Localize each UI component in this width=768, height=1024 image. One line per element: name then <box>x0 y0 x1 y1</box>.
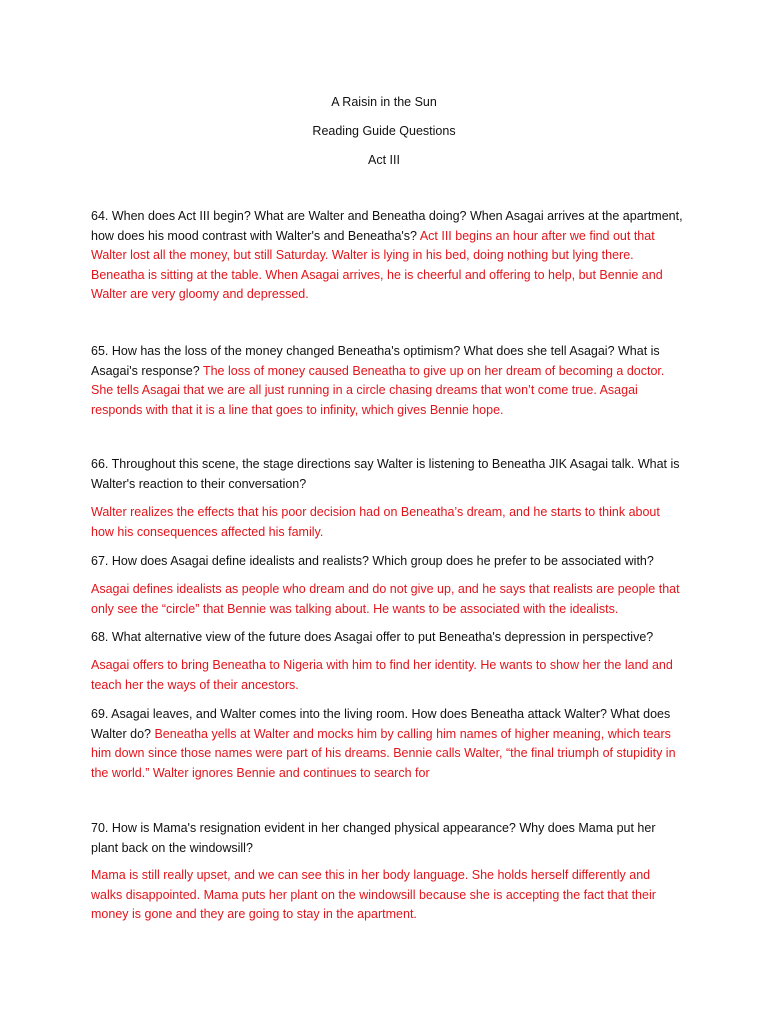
document-title: A Raisin in the Sun <box>331 95 437 109</box>
answer-text: The loss of money caused Beneatha to give up on her dream of becoming a doctor. She tells Asagai that we are all just running in a circle chasing dreams that won’t come true. Asagai responds with that it is a line that goes to infinity, which gives Bennie hope. <box>91 363 665 417</box>
document-act-label: Act III <box>368 153 400 167</box>
question-text: 69. Asagai leaves, and Walter comes into the living room. How does Beneatha attack Walter? What does Walter do? <box>91 707 671 741</box>
qa-question-70: 70. How is Mama's resignation evident in her changed physical appearance? Why does Mama put her plant back on the windowsill? <box>91 821 656 855</box>
qa-item-64 <box>91 207 683 305</box>
answer-text: Act III begins an hour after we find out that Walter lost all the money, but still Saturday. Walter is lying in his bed, doing nothing but lying there. Beneatha is sitting at the table. When Asagai arrives, he is cheerful and offering to help, but Bennie and Walter are very gloomy and depressed. <box>91 228 663 301</box>
qa-answer-68: Asagai offers to bring Beneatha to Nigeria with him to find her identity. He wants to show her the land and teach her the ways of their ancestors. <box>91 658 673 692</box>
qa-answer-66: Walter realizes the effects that his poor decision had on Beneatha’s dream, and he starts to think about how his consequences affected his family. <box>91 505 660 539</box>
qa-question-67: 67. How does Asagai define idealists and realists? Which group does he prefer to be associated with? <box>91 554 654 568</box>
answer-text: Beneatha yells at Walter and mocks him by calling him names of higher meaning, which tears him down since those names were part of his dreams. Bennie calls Walter, “the final triumph of stupidity in the world.” Walter ignores Bennie and continues to search for <box>91 726 676 780</box>
qa-answer-70: Mama is still really upset, and we can see this in her body language. She holds herself differently and walks disappointed. Mama puts her plant on the windowsill because she is accepting the fact that their money is gone and they are going to stay in the apartment. <box>91 868 656 921</box>
qa-question-66: 66. Throughout this scene, the stage directions say Walter is listening to Beneatha JIK Asagai talk. What is Walter's reaction to their conversation? <box>91 457 680 491</box>
document-subtitle: Reading Guide Questions <box>312 124 456 138</box>
qa-question-68: 68. What alternative view of the future does Asagai offer to put Beneatha's depression in perspective? <box>91 630 654 644</box>
qa-answer-67: Asagai defines idealists as people who dream and do not give up, and he says that realists are people that only see the “circle” that Bennie was talking about. He wants to be associated with the idealists. <box>91 582 680 616</box>
qa-item-69 <box>91 705 683 783</box>
qa-item-65 <box>91 342 683 420</box>
question-text: 65. How has the loss of the money changed Beneatha's optimism? What does she tell Asagai? What is Asagai's response? <box>91 344 660 378</box>
question-text: 64. When does Act III begin? What are Walter and Beneatha doing? When Asagai arrives at the apartment, how does his mood contrast with Walter's and Beneatha's? <box>91 209 683 243</box>
